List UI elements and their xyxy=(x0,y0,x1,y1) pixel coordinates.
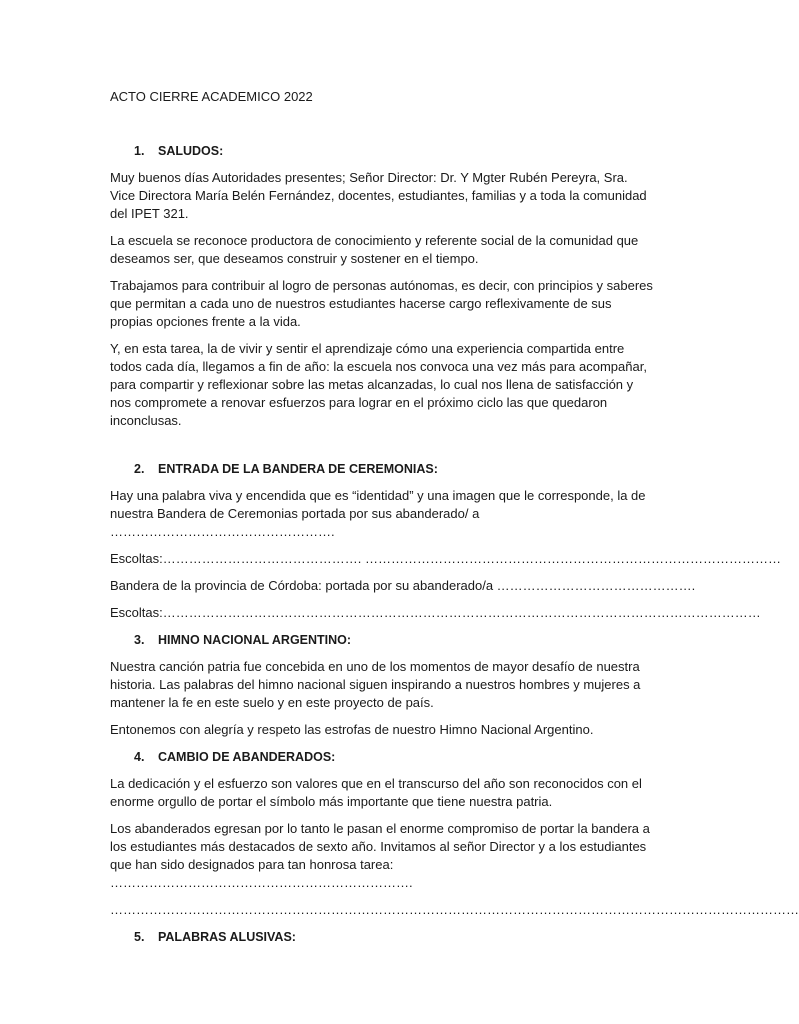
section-heading-cambio-abanderados xyxy=(110,748,655,766)
section-heading-himno xyxy=(110,631,655,649)
paragraph: Entonemos con alegría y respeto las estrofas de nuestro Himno Nacional Argentino. xyxy=(110,722,594,737)
escoltas-fill-line: Escoltas:………………………………………………………………………………………………………………………… xyxy=(110,605,761,620)
paragraph: La dedicación y el esfuerzo son valores que en el transcurso del año son reconocidos con el enorme orgullo de portar el símbolo más importante que tiene nuestra patria. xyxy=(110,776,642,809)
paragraph: Los abanderados egresan por lo tanto le pasan el enorme compromiso de portar la bandera a los estudiantes más destacados de sexto año. Invitamos al señor Director y a los estudiantes que han sido designados para tan honrosa tarea: ……………………………………………………………. xyxy=(110,821,650,890)
section-heading-saludos xyxy=(110,142,655,160)
section-number: 1. xyxy=(134,144,145,158)
paragraph: Muy buenos días Autoridades presentes; Señor Director: Dr. Y Mgter Rubén Pereyra, Sra. Vice Directora María Belén Fernández, docentes, estudiantes, familias y a toda la comunidad del IPET 321. xyxy=(110,170,647,221)
paragraph: La escuela se reconoce productora de conocimiento y referente social de la comunidad que deseamos ser, que deseamos construir y sostener en el tiempo. xyxy=(110,233,639,266)
section-title: CAMBIO DE ABANDERADOS: xyxy=(158,750,336,764)
section-number: 2. xyxy=(134,462,145,476)
section-number: 5. xyxy=(134,930,145,944)
paragraph: Trabajamos para contribuir al logro de personas autónomas, es decir, con principios y saberes que permitan a cada uno de nuestros estudiantes hacerse cargo reflexivamente de sus propias opciones frente a la vida. xyxy=(110,278,653,329)
section-title: ENTRADA DE LA BANDERA DE CEREMONIAS: xyxy=(158,462,438,476)
section-number: 3. xyxy=(134,633,145,647)
section-title: HIMNO NACIONAL ARGENTINO: xyxy=(158,633,352,647)
document-title: ACTO CIERRE ACADEMICO 2022 xyxy=(110,89,313,104)
section-title: SALUDOS: xyxy=(158,144,224,158)
section-heading-bandera-ceremonias xyxy=(110,460,655,478)
paragraph: Hay una palabra viva y encendida que es “identidad” y una imagen que le corresponde, la de nuestra Bandera de Ceremonias portada por sus abanderado/ a ……………………………………………. xyxy=(110,488,646,539)
abanderados-fill-line: …………………………………………………………………………………………………………………………………………… xyxy=(110,902,799,917)
paragraph: Nuestra canción patria fue concebida en uno de los momentos de mayor desafío de nuestra historia. Las palabras del himno nacional siguen inspirando a nuestros hombres y mujeres a mantener la fe en este suelo y en este proyecto de país. xyxy=(110,659,641,710)
section-heading-palabras-alusivas xyxy=(110,928,655,946)
document-page xyxy=(110,88,799,955)
section-title: PALABRAS ALUSIVAS: xyxy=(158,930,296,944)
bandera-cordoba-fill-line: Bandera de la provincia de Córdoba: portada por su abanderado/a ………………………………………. xyxy=(110,578,696,593)
escoltas-fill-line: Escoltas:………………………………………. …………………………………………………………………………………… xyxy=(110,551,781,566)
paragraph: Y, en esta tarea, la de vivir y sentir el aprendizaje cómo una experiencia compartida entre todos cada día, llegamos a fin de año: la escuela nos convoca una vez más para acompañar, para compartir y reflexionar sobre las metas alcanzadas, lo cual nos llena de satisfacción y nos compromete a renovar esfuerzos para lograr en el próximo ciclo las que quedaron inconclusas. xyxy=(110,341,647,428)
section-number: 4. xyxy=(134,750,145,764)
